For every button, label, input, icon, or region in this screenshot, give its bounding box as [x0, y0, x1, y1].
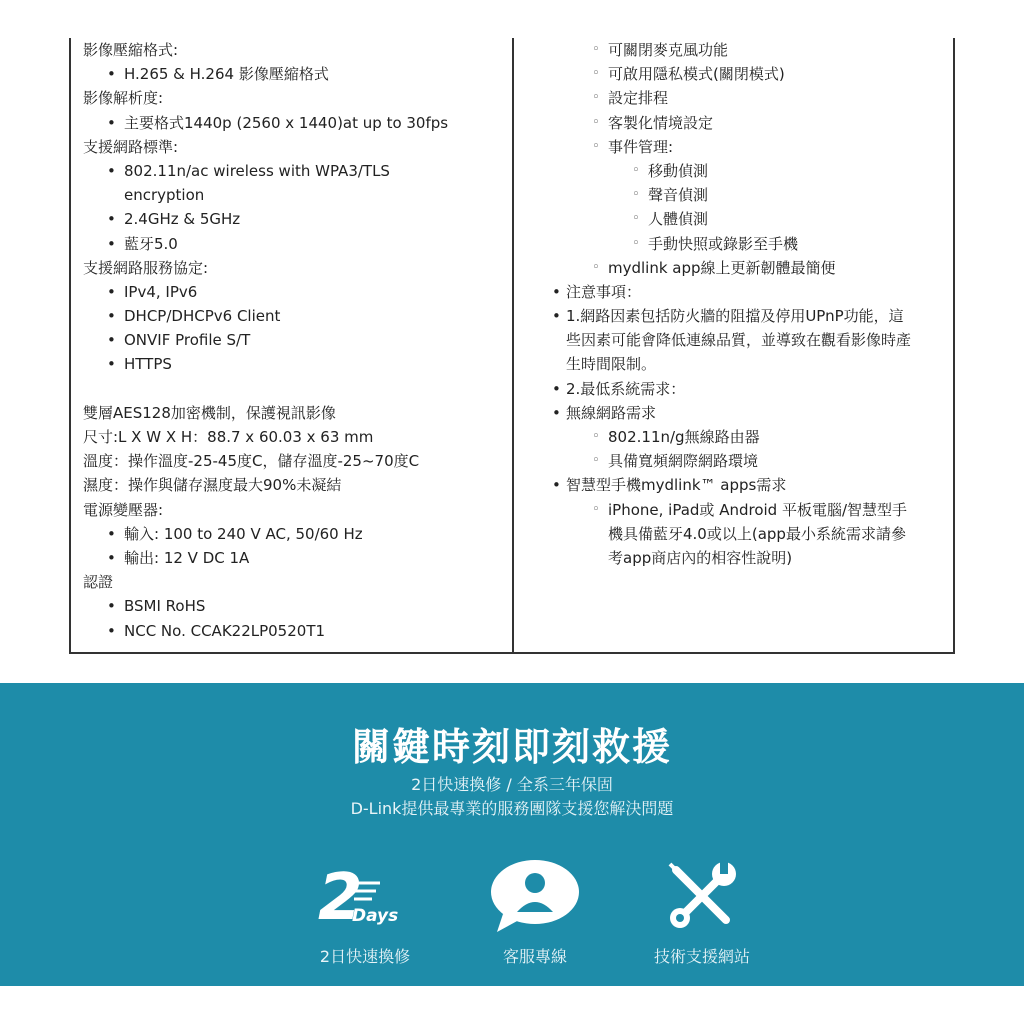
- svg-text:2: 2: [318, 861, 363, 931]
- spec-left-column: [83, 38, 503, 643]
- feature-customer-service[interactable]: [455, 856, 615, 967]
- spec-item: • BSMI RoHS: [83, 594, 503, 618]
- spec-item: ◦ 客製化情境設定: [540, 111, 945, 135]
- feature-two-day-repair[interactable]: [285, 856, 445, 967]
- spec-item: • 主要格式1440p (2560 x 1440)at up to 30fps: [83, 111, 503, 135]
- two-days-icon: [310, 861, 420, 931]
- spec-item: ◦ 人體偵測: [540, 207, 945, 231]
- spec-item: • 2.最低系統需求：: [540, 377, 945, 401]
- spec-heading: 尺寸:L X W X H：88.7 x 60.03 x 63 mm: [83, 428, 374, 446]
- feature-label: 2日快速換修: [319, 947, 411, 966]
- feature-label: 客服專線: [502, 947, 567, 966]
- spec-item: ◦ 可關閉麥克風功能: [540, 38, 945, 62]
- spec-heading: 電源變壓器:: [83, 500, 164, 519]
- spec-item: • 無線網路需求: [540, 401, 945, 425]
- column-divider: [512, 38, 514, 654]
- spec-item: ◦ iPhone, iPad或 Android 平板電腦/智慧型手: [540, 498, 945, 522]
- spec-item: • 智慧型手機mydlink™ apps需求: [540, 473, 945, 497]
- spec-heading: 影像壓縮格式:: [83, 41, 179, 59]
- spec-item: 機具備藍牙4.0或以上(app最小系統需求請參: [608, 524, 906, 543]
- spec-item: • 輸出: 12 V DC 1A: [83, 546, 503, 570]
- spec-item: • HTTPS: [83, 352, 503, 376]
- feature-tech-support-site[interactable]: [622, 856, 782, 967]
- spec-item: • NCC No. CCAK22LP0520T1: [83, 619, 503, 643]
- banner-subtitle-service: D-Link提供最專業的服務團隊支援您解決問題: [350, 799, 674, 818]
- banner-title: 關鍵時刻即刻救援: [351, 725, 672, 769]
- spec-heading: 認證: [83, 573, 114, 592]
- feature-label: 技術支援網站: [653, 947, 750, 966]
- spec-heading: 濕度：操作與儲存濕度最大90%未凝結: [83, 476, 342, 495]
- spec-item: ◦ 事件管理:: [540, 135, 945, 159]
- spec-heading: 雙層AES128加密機制，保護視訊影像: [83, 403, 336, 422]
- spec-item: 考app商店內的相容性說明): [608, 548, 793, 567]
- spec-item: • 802.11n/ac wireless with WPA3/TLS: [83, 159, 503, 183]
- spec-item: encryption: [124, 186, 205, 205]
- spec-item: • 2.4GHz & 5GHz: [83, 207, 503, 231]
- spec-item: ◦ 移動偵測: [540, 159, 945, 183]
- spec-item: ◦ 可啟用隱私模式(關閉模式): [540, 62, 945, 86]
- spec-item: ◦ 具備寬頻網際網路環境: [540, 449, 945, 473]
- banner-subtitle-warranty: 2日快速換修 / 全系三年保固: [411, 775, 613, 794]
- spec-heading: 支援網路服務協定:: [83, 258, 209, 277]
- spec-item: • ONVIF Profile S/T: [83, 328, 503, 352]
- svg-text:Days: Days: [352, 906, 399, 926]
- customer-service-icon: [487, 856, 583, 936]
- spec-item: 些因素可能會降低連線品質，並導致在觀看影像時產: [566, 331, 912, 350]
- spec-item: • 1.網路因素包括防火牆的阻擋及停用UPnP功能，這: [540, 304, 945, 328]
- spec-item: ◦ mydlink app線上更新韌體最簡便: [540, 256, 945, 280]
- tools-icon: [662, 856, 742, 936]
- spec-item: • 注意事項：: [540, 280, 945, 304]
- spec-item: ◦ 802.11n/g無線路由器: [540, 425, 945, 449]
- spacer: [83, 377, 503, 401]
- spec-item: ◦ 設定排程: [540, 86, 945, 110]
- spec-item: ◦ 手動快照或錄影至手機: [540, 232, 945, 256]
- spec-heading: 溫度：操作溫度-25-45度C，儲存溫度-25~70度C: [83, 452, 420, 471]
- spec-item: • 藍牙5.0: [83, 232, 503, 256]
- spec-item: • H.265 & H.264 影像壓縮格式: [83, 62, 503, 86]
- spec-heading: 影像解析度:: [83, 89, 164, 108]
- spec-right-column: [540, 38, 945, 570]
- spec-item: 生時間限制。: [566, 355, 657, 374]
- support-banner: [0, 683, 1024, 986]
- spec-item: • DHCP/DHCPv6 Client: [83, 304, 503, 328]
- spec-heading: 支援網路標準:: [83, 137, 179, 156]
- spec-item: • 輸入: 100 to 240 V AC, 50/60 Hz: [83, 522, 503, 546]
- spec-item: • IPv4, IPv6: [83, 280, 503, 304]
- spec-item: ◦ 聲音偵測: [540, 183, 945, 207]
